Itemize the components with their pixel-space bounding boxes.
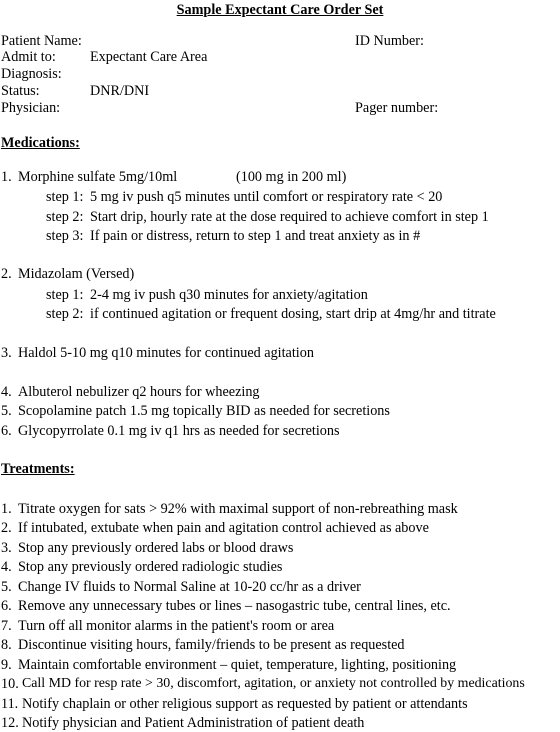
medication-1-drug: Morphine sulfate 5mg/10ml (18, 169, 178, 185)
status-value: DNR/DNI (90, 83, 150, 99)
treatment-4-number: 4. (1, 559, 12, 575)
treatments-heading: Treatments: (1, 461, 75, 477)
medication-1-number: 1. (1, 169, 12, 185)
medication-4-text: Albuterol nebulizer q2 hours for wheezing (18, 384, 260, 400)
treatment-2-number: 2. (1, 520, 12, 536)
treatment-12-number: 12. (1, 715, 19, 731)
medication-5-number: 5. (1, 403, 12, 419)
medication-1-step-3-text: If pain or distress, return to step 1 and treat anxiety as in # (90, 228, 421, 244)
medication-4-number: 4. (1, 384, 12, 400)
treatment-8-number: 8. (1, 637, 12, 653)
diagnosis-label: Diagnosis: (1, 66, 62, 82)
treatment-11-text: Notify chaplain or other religious support as requested by patient or attendants (22, 696, 468, 712)
medication-3-number: 3. (1, 345, 12, 361)
medication-1-note: (100 mg in 200 ml) (236, 169, 347, 185)
treatment-5-text: Change IV fluids to Normal Saline at 10-20 cc/hr as a driver (18, 579, 361, 595)
treatment-1-number: 1. (1, 501, 12, 517)
medication-1-step-3-label: step 3: (46, 228, 84, 244)
treatment-12-text: Notify physician and Patient Administration of patient death (22, 715, 365, 731)
medication-2-step-1-label: step 1: (46, 287, 84, 303)
treatment-1-text: Titrate oxygen for sats > 92% with maximal support of non-rebreathing mask (18, 501, 458, 517)
treatment-9-number: 9. (1, 657, 12, 673)
treatment-9-text: Maintain comfortable environment – quiet, temperature, lighting, positioning (18, 657, 457, 673)
treatment-3-number: 3. (1, 540, 12, 556)
treatment-2-text: If intubated, extubate when pain and agitation control achieved as above (18, 520, 429, 536)
medication-3-text: Haldol 5-10 mg q10 minutes for continued agitation (18, 345, 314, 361)
treatment-7-text: Turn off all monitor alarms in the patient's room or area (18, 618, 335, 634)
medication-1-step-2-label: step 2: (46, 209, 84, 225)
treatment-6-number: 6. (1, 598, 12, 614)
medication-2-step-2-label: step 2: (46, 306, 84, 322)
treatment-10-number: 10. (1, 676, 19, 692)
medication-2-number: 2. (1, 266, 12, 282)
medication-1-step-2-text: Start drip, hourly rate at the dose required to achieve comfort in step 1 (90, 209, 489, 225)
medication-5-text: Scopolamine patch 1.5 mg topically BID as needed for secretions (18, 403, 390, 419)
treatment-11-number: 11. (1, 696, 19, 712)
treatment-5-number: 5. (1, 579, 12, 595)
status-label: Status: (1, 83, 40, 99)
page-title: Sample Expectant Care Order Set (176, 2, 384, 18)
treatment-10-text: Call MD for resp rate > 30, discomfort, agitation, or anxiety not controlled by medications (22, 676, 525, 691)
medication-1-step-1-label: step 1: (46, 189, 84, 205)
medication-2-drug: Midazolam (Versed) (18, 266, 135, 282)
physician-label: Physician: (1, 100, 61, 116)
treatment-6-text: Remove any unnecessary tubes or lines – nasogastric tube, central lines, etc. (18, 598, 451, 614)
patient-name-label: Patient Name: (1, 33, 82, 49)
medication-2-step-1-text: 2-4 mg iv push q30 minutes for anxiety/agitation (90, 287, 368, 303)
medication-6-text: Glycopyrrolate 0.1 mg iv q1 hrs as needed for secretions (18, 423, 340, 439)
treatment-3-text: Stop any previously ordered labs or blood draws (18, 540, 294, 556)
medications-heading: Medications: (1, 135, 80, 151)
treatment-4-text: Stop any previously ordered radiologic studies (18, 559, 283, 575)
treatment-8-text: Discontinue visiting hours, family/friends to be present as requested (18, 637, 405, 653)
treatment-7-number: 7. (1, 618, 12, 634)
pager-number-label: Pager number: (355, 100, 439, 116)
admit-label: Admit to: (1, 49, 56, 65)
admit-value: Expectant Care Area (90, 49, 208, 65)
medication-1-step-1-text: 5 mg iv push q5 minutes until comfort or respiratory rate < 20 (90, 189, 443, 205)
medication-6-number: 6. (1, 423, 12, 439)
id-number-label: ID Number: (355, 33, 424, 49)
medication-2-step-2-text: if continued agitation or frequent dosing, start drip at 4mg/hr and titrate (90, 306, 496, 322)
